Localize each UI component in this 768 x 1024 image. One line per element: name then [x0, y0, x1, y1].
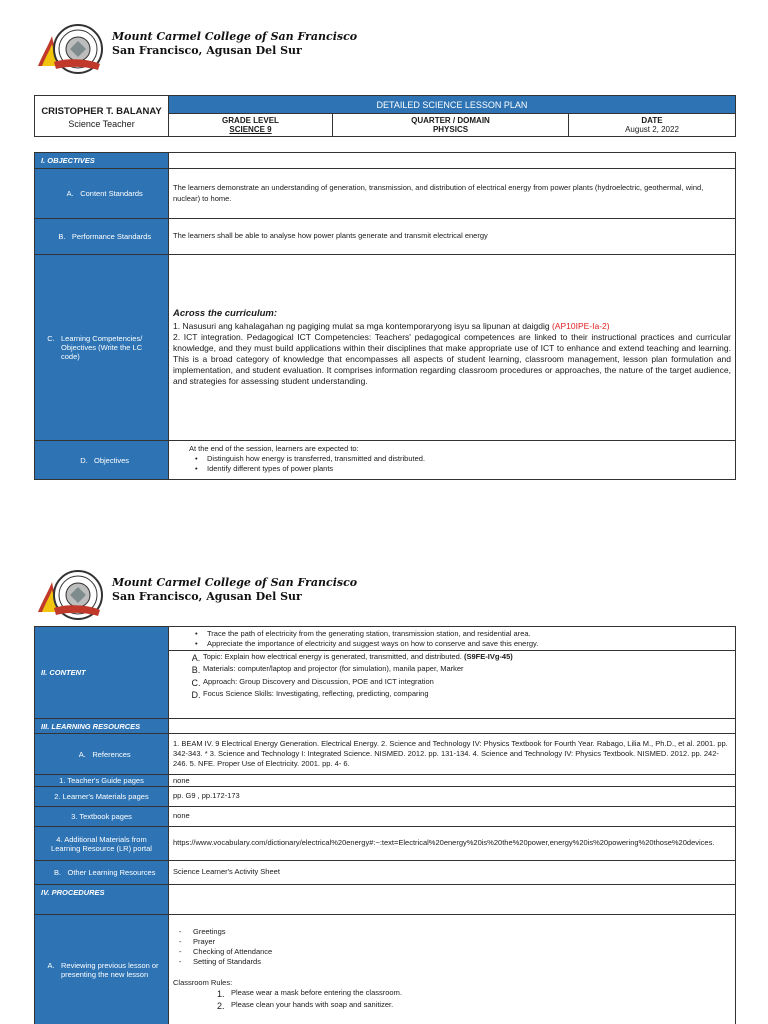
learning-competencies-label: C. Learning Competencies/ Objectives (Write the LC code)	[35, 255, 169, 440]
objectives-heading-row	[35, 153, 735, 169]
resources-heading-row	[35, 719, 735, 734]
procedures-heading: IV. PROCEDURES	[35, 885, 169, 914]
objectives-row	[35, 441, 735, 479]
additional-materials-link[interactable]: https://www.vocabulary.com/dictionary/electrical%20energy#:~:text=Electrical%20energy%20is%20the%20power,energy%20is%20powering%20those%20devices.	[173, 838, 715, 848]
other-resources-label: B. Other Learning Resources	[35, 861, 169, 884]
rule-item: 1. Please wear a mask before entering the classroom.	[217, 987, 402, 999]
lesson-plan-page-2	[0, 560, 768, 1024]
grade-level-value: SCIENCE 9	[229, 125, 272, 134]
review-lesson-text	[169, 915, 735, 1024]
school-seal-icon	[34, 568, 108, 624]
teachers-guide-text: none	[173, 776, 190, 785]
references-row	[35, 734, 735, 775]
content-item: C. Approach: Group Discovery and Discussion, POE and ICT integration	[191, 676, 434, 688]
quarter-value: PHYSICS	[432, 125, 469, 134]
textbook-row	[35, 807, 735, 827]
grade-level-label: GRADE LEVEL	[222, 116, 279, 125]
learners-materials-row	[35, 787, 735, 807]
textbook-text: none	[173, 811, 190, 821]
rule-item: 2. Please clean your hands with soap and sanitizer.	[217, 999, 394, 1011]
learners-materials-label: 2. Learner's Materials pages	[35, 787, 169, 806]
additional-materials-label: 4. Additional Materials from Learning Resource (LR) portal	[35, 827, 169, 860]
resources-heading: III. LEARNING RESOURCES	[35, 719, 169, 733]
lc-item-1: 1. Nasusuri ang kahalagahan ng pagiging mulat sa mga kontemporaryong isyu sa lipunan at daigdig (AP10IPE-Ia-2)	[173, 320, 610, 331]
review-lesson-row	[35, 915, 735, 1024]
teacher-name: CRISTOPHER T. BALANAY	[41, 106, 162, 117]
school-address: San Francisco, Agusan Del Sur	[112, 44, 302, 57]
objectives-heading: I. OBJECTIVES	[35, 153, 169, 168]
learning-competencies-text	[169, 255, 735, 440]
school-seal-icon	[34, 22, 108, 78]
school-name: Mount Carmel College of San Francisco	[112, 30, 358, 43]
content-item: B. Materials: computer/laptop and projector (for simulation), manila paper, Marker	[191, 664, 464, 676]
quarter-cell	[333, 114, 569, 136]
content-item: D. Focus Science Skills: Investigating, reflecting, predicting, comparing	[191, 688, 429, 700]
objective-item: • Identify different types of power plants	[189, 464, 731, 474]
review-item: - Greetings	[179, 927, 226, 936]
quarter-label: QUARTER / DOMAIN	[411, 116, 490, 125]
objective-item: • Distinguish how energy is transferred, transmitted and distributed.	[189, 454, 731, 464]
other-resources-row	[35, 861, 735, 885]
content-row	[35, 627, 735, 719]
performance-standards-label: B. Performance Standards	[35, 219, 169, 254]
teacher-cell	[35, 96, 169, 136]
performance-standards-text: The learners shall be able to analyse how power plants generate and transmit electrical energy	[173, 231, 488, 241]
lc-item-2: 2. ICT integration. Pedagogical ICT Competencies: Teachers' pedagogical competences are linked to their instructional practices and curricular knowledge, and they must build applications within their disciplines that make appropriate use of ICT to enhance and extend teaching and learning. This is a broad category of knowledge that encompasses all aspects of student learning, classroom management, lesson plan formulation and implementation, and student evaluation. It comprises information regarding classroom procedures or approaches, the nature of the target audience, and strategies for assessing student understanding.	[173, 331, 731, 386]
content-resources-table	[34, 626, 736, 1024]
lc-item-1-code: (AP10IPE-Ia-2)	[551, 320, 610, 331]
content-standards-row	[35, 169, 735, 219]
date-label: DATE	[641, 116, 663, 125]
content-heading: II. CONTENT	[35, 627, 169, 718]
other-resources-text: Science Learner's Activity Sheet	[173, 867, 280, 877]
teachers-guide-label: 1. Teacher's Guide pages	[35, 775, 169, 786]
objectives-table	[34, 152, 736, 480]
review-item: - Checking of Attendance	[179, 947, 273, 957]
teacher-role: Science Teacher	[68, 119, 135, 129]
teachers-guide-row	[35, 775, 735, 787]
textbook-label: 3. Textbook pages	[35, 807, 169, 826]
objectives-intro: At the end of the session, learners are expected to:	[189, 444, 359, 453]
rules-heading: Classroom Rules:	[173, 977, 233, 987]
objectives-label: D. Objectives	[35, 441, 169, 479]
school-name: Mount Carmel College of San Francisco	[112, 576, 358, 589]
objective-item: • Trace the path of electricity from the generating station, transmission station, and residential area.	[189, 629, 731, 639]
references-label: A. References	[35, 734, 169, 774]
date-value: August 2, 2022	[625, 125, 679, 134]
review-item: - Setting of Standards	[179, 957, 261, 967]
school-address: San Francisco, Agusan Del Sur	[112, 590, 302, 603]
review-lesson-label: A. Reviewing previous lesson or presenting the new lesson	[35, 915, 169, 1024]
objectives-continued	[169, 627, 735, 651]
across-curriculum-heading: Across the curriculum:	[173, 308, 277, 320]
references-text: 1. BEAM IV. 9 Electrical Energy Generation. Electrical Energy. 2. Science and Technology IV: Physics Textbook for Fourth Year. Rabago, Lilia M., Ph.D., et al. 2001. pp. 342-343. * 3. Science and Technology I: Integrated Science. NISMED. 2012. pp. 131-134. 4. Science and Technology IV: Physics Textbook. NISMED. 2012. pp. 242-246. 5. NFE. Proper Use of Electricity. 2001. pp. 4- 6.	[173, 738, 728, 769]
content-list	[169, 651, 735, 702]
content-standards-label: A. Content Standards	[35, 169, 169, 218]
letterhead	[34, 568, 358, 624]
content-item: A. Topic: Explain how electrical energy is generated, transmitted, and distributed. (S9FE-IVg-45)	[191, 652, 513, 664]
objectives-text	[169, 441, 735, 479]
learners-materials-text: pp. G9 , pp.172-173	[173, 791, 240, 801]
procedures-heading-row	[35, 885, 735, 915]
plan-title: DETAILED SCIENCE LESSON PLAN	[169, 96, 735, 114]
header-table	[34, 95, 736, 137]
review-list	[179, 927, 731, 968]
review-item: - Prayer	[179, 937, 216, 947]
date-cell	[569, 114, 735, 136]
grade-level-cell	[169, 114, 333, 136]
additional-materials-row	[35, 827, 735, 861]
letterhead	[34, 22, 358, 78]
performance-standards-row	[35, 219, 735, 255]
content-standards-text: The learners demonstrate an understanding of generation, transmission, and distribution of electrical energy from power plants (hydroelectric, geothermal, wind, nuclear) to home.	[173, 183, 704, 203]
rules-list	[217, 988, 731, 1012]
objective-item: • Appreciate the importance of electricity and suggest ways on how to conserve and save this energy.	[189, 639, 731, 649]
learning-competencies-row	[35, 255, 735, 441]
